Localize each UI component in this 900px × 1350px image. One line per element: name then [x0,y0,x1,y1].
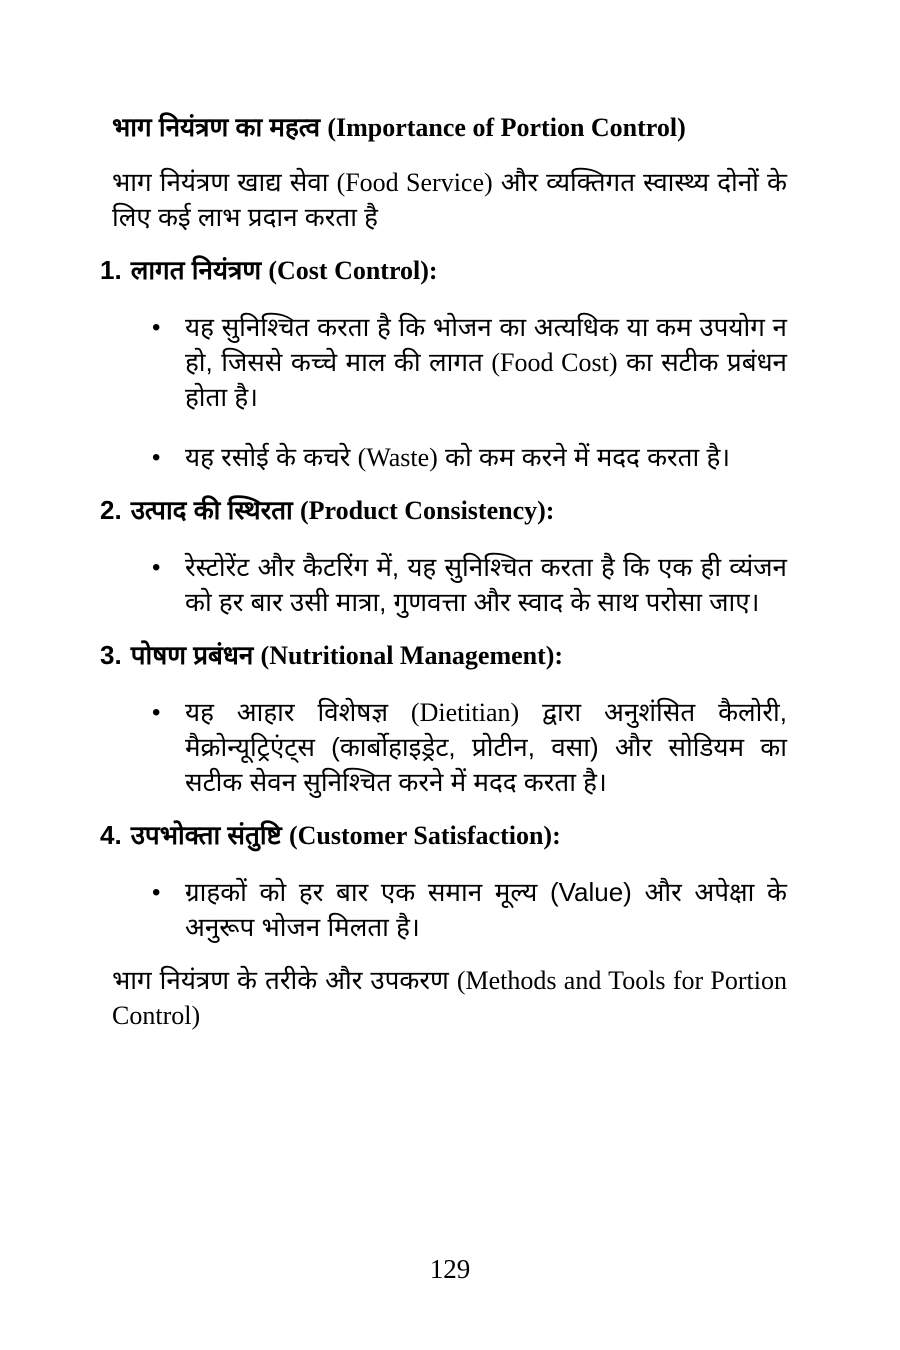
section-heading [100,818,787,853]
bullet-item [152,310,787,415]
bullet-text: यह आहार विशेषज्ञ (Dietitian) द्वारा अनुशंसित कैलोरी, मैक्रोन्यूट्रिएंट्स (कार्बोहाइड्रेट, प्रोटीन, वसा) और सोडियम का सटीक सेवन सुनिश्चित करने में मदद करता है। [185,697,787,797]
bullet-icon: • [152,879,161,906]
bullet-list [112,875,787,945]
section-cost-control [100,253,787,475]
bullet-icon: • [152,444,161,471]
section-heading-text: लागत नियंत्रण (Cost Control): [130,255,438,285]
section-heading [100,638,787,673]
bullet-item [152,550,787,620]
closing-paragraph: भाग नियंत्रण के तरीके और उपकरण (Methods and Tools for Portion Control) [112,965,787,1030]
bullet-icon: • [152,554,161,581]
bullet-list [112,695,787,800]
section-heading [100,493,787,528]
bullet-text: यह रसोई के कचरे (Waste) को कम करने में मदद करता है। [185,442,731,472]
bullet-icon: • [152,314,161,341]
section-number: 1. [100,255,122,285]
section-customer-satisfaction [100,818,787,945]
bullet-text: यह सुनिश्चित करता है कि भोजन का अत्यधिक या कम उपयोग न हो, जिससे कच्चे माल की लागत (Food Cost) का सटीक प्रबंधन होता है। [185,312,787,412]
section-heading-text: उपभोक्ता संतुष्टि (Customer Satisfaction): [130,820,561,850]
bullet-text: रेस्टोरेंट और कैटरिंग में, यह सुनिश्चित करता है कि एक ही व्यंजन को हर बार उसी मात्रा, गुणवत्ता और स्वाद के साथ परोसा जाए। [185,552,787,617]
bullet-text: ग्राहकों को हर बार एक समान मूल्य (Value) और अपेक्षा के अनुरूप भोजन मिलता है। [185,877,787,942]
intro-paragraph: भाग नियंत्रण खाद्य सेवा (Food Service) और व्यक्तिगत स्वास्थ्य दोनों के लिए कई लाभ प्रदान करता है [112,167,787,232]
bullet-item [152,875,787,945]
bullet-item [152,440,787,475]
page-number: 129 [429,1254,471,1284]
section-nutritional-management [100,638,787,800]
section-heading-text: पोषण प्रबंधन (Nutritional Management): [130,640,564,670]
section-product-consistency [100,493,787,620]
bullet-list [112,310,787,475]
bullet-list [112,550,787,620]
bullet-icon: • [152,699,161,726]
section-heading-text: उत्पाद की स्थिरता (Product Consistency): [130,495,555,525]
section-number: 3. [100,640,122,670]
bullet-item [152,695,787,800]
page-title: भाग नियंत्रण का महत्व (Importance of Portion Control) [112,112,686,142]
section-number: 2. [100,495,122,525]
section-number: 4. [100,820,122,850]
section-heading [100,253,787,288]
